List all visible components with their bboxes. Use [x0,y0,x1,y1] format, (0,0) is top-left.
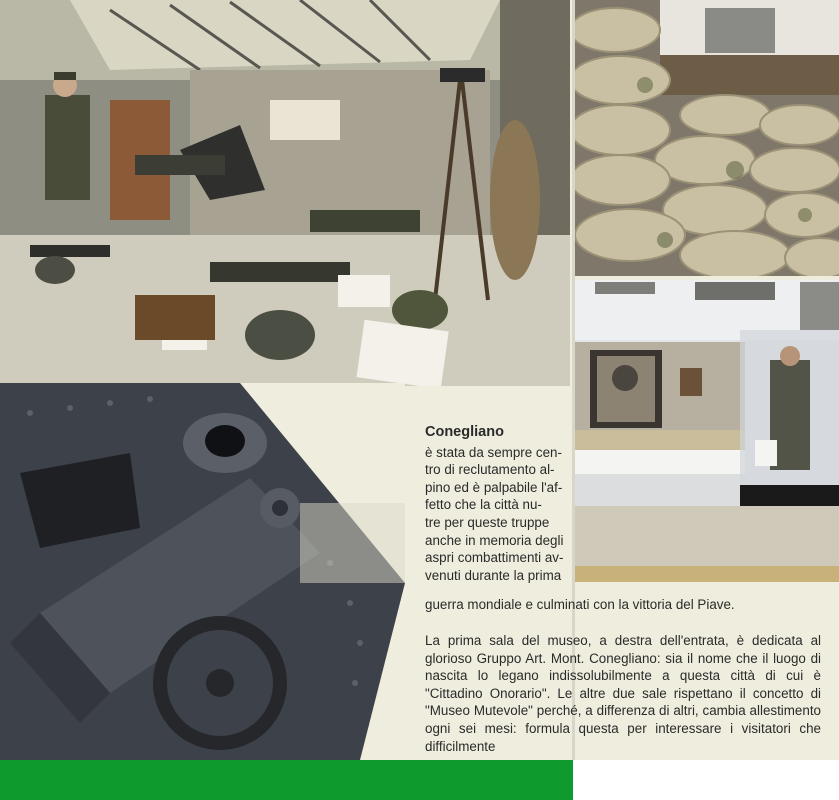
intro-tail: guerra mondiale e culminati con la vittoria del Piave. [425,597,735,612]
intro-title: Conegliano [425,424,504,440]
body-paragraph: La prima sala del museo, a destra dell'entrata, è dedicata al glorioso Gruppo Art. Mont. Conegliano: sia il nome che il luogo di nascita lo legano indissolubilmente a questa città di cui è "Cittadino Onorario". Le altre due sale rispettano il concetto di "Museo Mutevole" perché, a differenza di altri, cambia allestimento ogni sei mesi: formula questa per interessare i visitatori che difficilmente [425,633,821,754]
intro-line: tro di reclutamento al- [425,462,555,478]
intro-line: tre per queste truppe [425,514,550,530]
intro-line: aspri combattimenti av- [425,550,564,566]
white-footer-band [573,760,839,800]
sandbag-trench-photo [575,0,839,276]
intro-line: è stata da sempre cen- [425,444,562,460]
intro-line: pino ed è palpabile l'af- [425,479,563,495]
intro-line: anche in memoria degli [425,532,564,548]
intro-line: venuti durante la prima [425,567,562,583]
exhibit-case-photo [575,280,839,582]
museum-room-photo [0,0,570,386]
mountain-gun-photo [0,383,405,760]
green-footer-band [0,760,573,800]
intro-line: fetto che la città nu- [425,497,542,513]
intro-block [425,424,571,584]
